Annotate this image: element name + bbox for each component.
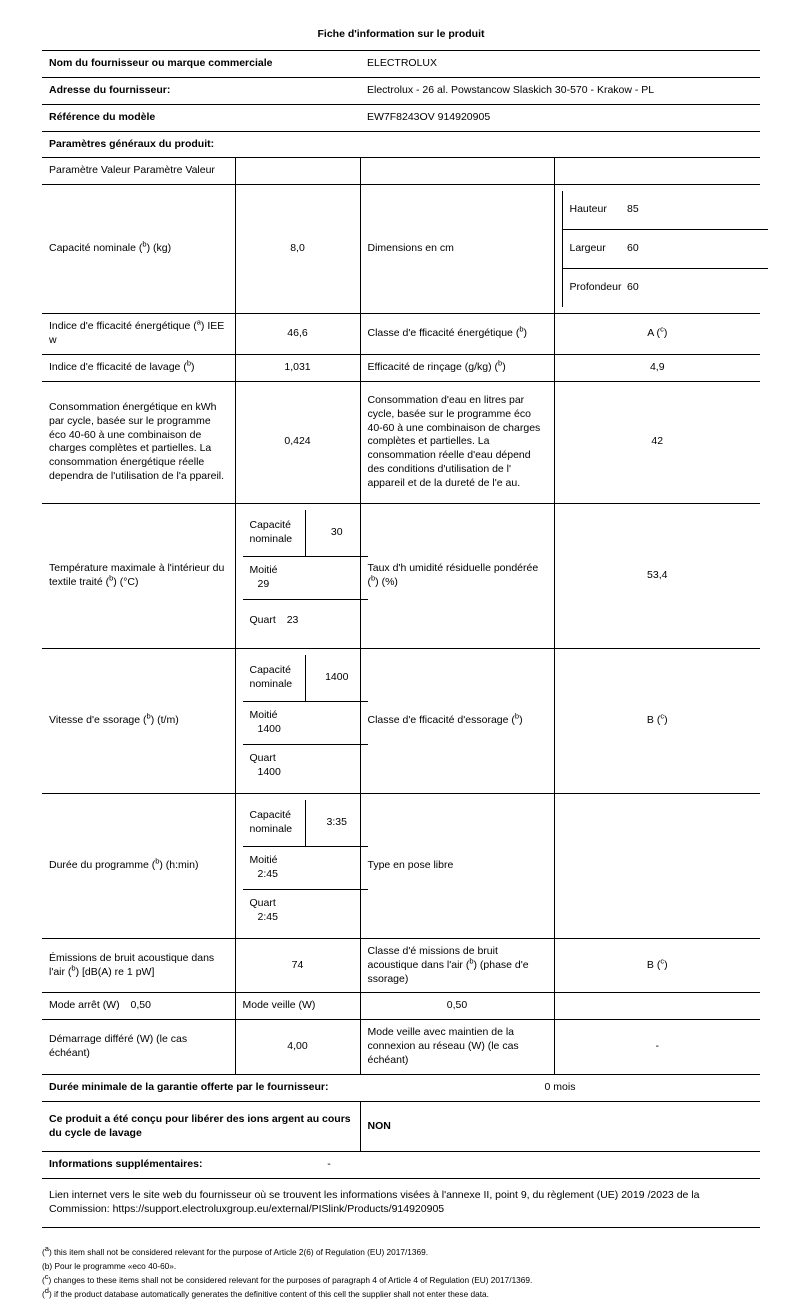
washing-index-value: 1,031 [235,355,360,382]
width-label: Largeur [562,230,620,269]
temperature-value-half: 29 [257,577,270,590]
product-data-table [42,50,760,1228]
noise-emission-label: Émissions de bruit acoustique dans l'air ($^b$) [dB(A) re 1 pW] [42,938,235,993]
duration-row-half [243,846,368,889]
depth-value: 60 [627,281,639,294]
table-row-additional-info [42,1152,760,1179]
footnote-a: ($^a$) this item shall not be considered relevant for the purpose of Article 2(6) of Regulation (EU) 2017/1369. [42,1244,429,1258]
spin-class-label: Classe d'e fficacité d'essorage ($^b$) [360,648,554,793]
table-row-general-params [42,131,760,158]
table-row-parameter-header [42,158,760,185]
off-mode-value: 0,50 [130,999,151,1012]
supplier-website-link[interactable]: Lien internet vers le site web du fournisseur où se trouvent les informations visées à l'annexe II, point 9, du règlement (UE) 2019 /2023 de la Commission: https://support.electroluxgroup.eu/external/PISlink/Products/914920905 [42,1179,760,1228]
width-value: 60 [620,230,768,269]
duration-label-nominal: Capacité nominale [243,800,306,847]
duration-half-spacer [306,846,368,889]
footnote-b: (b) Pour le programme «eco 40-60». [42,1260,177,1271]
spin-value-half: 1400 [257,722,281,735]
spin-value-quarter: 1400 [257,765,281,778]
supplier-value: ELECTROLUX [360,51,760,78]
off-mode-label: Mode arrêt (W) 0,50 [42,993,235,1020]
spin-value-nominal: 1400 [306,655,368,702]
duration-subtable [243,800,368,932]
silver-ions-value: NON [360,1101,760,1152]
spin-row-nominal [243,655,368,702]
eei-label: Indice d'e fficacité énergétique ($^a$) IEE w [42,314,235,355]
duration-row-quarter [243,889,368,932]
table-row-supplier-link [42,1179,760,1228]
table-row-temperature [42,503,760,648]
duration-value-nominal: 3:35 [306,800,368,847]
noise-emission-value: 74 [235,938,360,993]
height-value: 85 [620,191,768,230]
energy-consumption-label: Consommation énergétique en kWh par cycle, basée sur le programme éco 40-60 à une combinaison de charges complètes et partielles. La consommation énergétique réelle dependra de l'utilisation de l'a ppareil. [42,381,235,503]
energy-class-value: A ($^c$) [554,314,760,355]
duration-row-nominal [243,800,368,847]
spin-label-quarter: Quart 1400 [249,752,281,778]
depth-label: Profondeur [562,269,620,308]
temperature-subtable [243,510,368,642]
address-value: Electrolux - 26 al. Powstancow Slaskich 30-570 - Krakow - PL [360,77,760,104]
rinse-efficiency-label: Efficacité de rinçage (g/kg) ($^b$) [360,355,554,382]
energy-class-label: Classe d'e fficacité énergétique ($^b$) [360,314,554,355]
footnote-c: ($^c$) changes to these items shall not be considered relevant for the purposes of paragraph 4 of Article 4 of Regulation (EU) 2017/1369. [42,1272,533,1285]
warranty-label: Durée minimale de la garantie offerte par le fournisseur: [42,1074,360,1101]
table-row-program-duration [42,793,760,938]
page-title: Fiche d'information sur le produit [317,28,485,40]
parameter-header-spacer-1 [235,158,360,185]
capacity-value: 8,0 [235,185,360,314]
silver-ions-label: Ce produit a été conçu pour libérer des ions argent au cours du cycle de lavage [42,1101,360,1152]
delayed-start-value: 4,00 [235,1020,360,1075]
table-row-energy-efficiency-index [42,314,760,355]
spin-class-value: B ($^c$) [554,648,760,793]
footnotes [42,1246,760,1300]
noise-class-value: B ($^c$) [554,938,760,993]
spin-subtable-cell [235,648,360,793]
duration-value-half: 2:45 [257,867,278,880]
residual-moisture-value: 53,4 [554,503,760,648]
spin-row-half [243,701,368,744]
model-value: EW7F8243OV 914920905 [360,104,760,131]
residual-moisture-label: Taux d'h umidité résiduelle pondérée ($^b$) (%) [360,503,554,648]
parameter-header-label: Paramètre Valeur Paramètre Valeur [42,158,235,185]
additional-info-label: Informations supplémentaires: [42,1152,298,1179]
warranty-value: 0 mois [360,1074,760,1101]
max-temperature-label: Température maximale à l'intérieur du textile traité ($^b$) (°C) [42,503,235,648]
spin-label-half: Moitié 1400 [243,701,306,744]
duration-label-half: Moitié 2:45 [243,846,306,889]
rinse-efficiency-value: 4,9 [554,355,760,382]
temperature-row-nominal [243,510,368,557]
height-label: Hauteur [562,191,620,230]
duration-value-quarter: 2:45 [257,910,278,923]
model-label: Référence du modèle [42,104,360,131]
temperature-value-quarter: 23 [286,613,299,626]
table-row-noise [42,938,760,993]
standby-mode-value: 0,50 [360,993,554,1020]
temperature-row-half [243,556,368,599]
general-parameters-label: Paramètres généraux du produit: [42,131,760,158]
temperature-label-nominal: Capacité nominale [243,510,306,557]
temperature-row-quarter [243,599,368,642]
table-row-off-standby [42,993,760,1020]
eei-value: 46,6 [235,314,360,355]
dimensions-row-height [562,191,768,230]
dimensions-row-depth [562,269,768,308]
supplier-label: Nom du fournisseur ou marque commerciale [42,51,360,78]
table-row-warranty [42,1074,760,1101]
washing-index-label: Indice d'e fficacité de lavage ($^b$) [42,355,235,382]
water-consumption-value: 42 [554,381,760,503]
temperature-half-spacer [306,556,368,599]
additional-info-value: - [298,1152,360,1179]
standby-mode-label: Mode veille (W) [235,993,360,1020]
address-label: Adresse du fournisseur: [42,77,360,104]
network-standby-value: - [554,1020,760,1075]
table-row-washing-efficiency [42,355,760,382]
dimensions-label: Dimensions en cm [360,185,554,314]
additional-info-spacer [360,1152,760,1179]
duration-quarter-spacer [306,889,368,932]
temperature-value-nominal: 30 [306,510,368,557]
spin-label-nominal: Capacité nominale [243,655,306,702]
table-row-model [42,104,760,131]
temperature-label-quarter: Quart 23 [249,613,299,626]
parameter-header-spacer-2 [360,158,554,185]
spin-half-spacer [306,701,368,744]
temperature-subtable-cell [235,503,360,648]
duration-subtable-cell [235,793,360,938]
table-row-silver-ions [42,1101,760,1152]
spin-speed-label: Vitesse d'e ssorage ($^b$) (t/m) [42,648,235,793]
spin-row-quarter [243,744,368,787]
table-row-delayed-start [42,1020,760,1075]
dimensions-subtable [562,191,769,307]
noise-class-label: Classe d'é missions de bruit acoustique dans l'air ($^b$) (phase d'e ssorage) [360,938,554,993]
parameter-header-spacer-3 [554,158,760,185]
spin-subtable [243,655,368,787]
temperature-quarter-spacer [306,599,368,642]
table-row-spin-speed [42,648,760,793]
table-row-address [42,77,760,104]
delayed-start-label: Démarrage différé (W) (le cas échéant) [42,1020,235,1075]
capacity-label: Capacité nominale ($^b$) (kg) [42,185,235,314]
energy-consumption-value: 0,424 [235,381,360,503]
duration-label: Durée du programme ($^b$) (h:min) [42,793,235,938]
table-row-capacity [42,185,760,314]
network-standby-label: Mode veille avec maintien de la connexion au réseau (W) (le cas échéant) [360,1020,554,1075]
installation-type-value [554,793,760,938]
dimensions-row-width [562,230,768,269]
duration-label-quarter: Quart 2:45 [249,897,278,923]
standby-spacer [554,993,760,1020]
table-row-consumption [42,381,760,503]
footnote-d: ($^d$) if the product database automatically generates the definitive content of this cell the supplier shall not enter these data. [42,1285,489,1299]
dimensions-cell [554,185,760,314]
installation-type-label: Type en pose libre [360,793,554,938]
temperature-label-half: Moitié 29 [243,556,306,599]
table-row-supplier [42,51,760,78]
spin-quarter-spacer [306,744,368,787]
water-consumption-label: Consommation d'eau en litres par cycle, basée sur le programme éco 40-60 à une combinaison de charges complètes et partielles. La consommation réelle d'eau dépend des conditions d'utilisation de l' appareil et de la dureté de l'e au. [360,381,554,503]
